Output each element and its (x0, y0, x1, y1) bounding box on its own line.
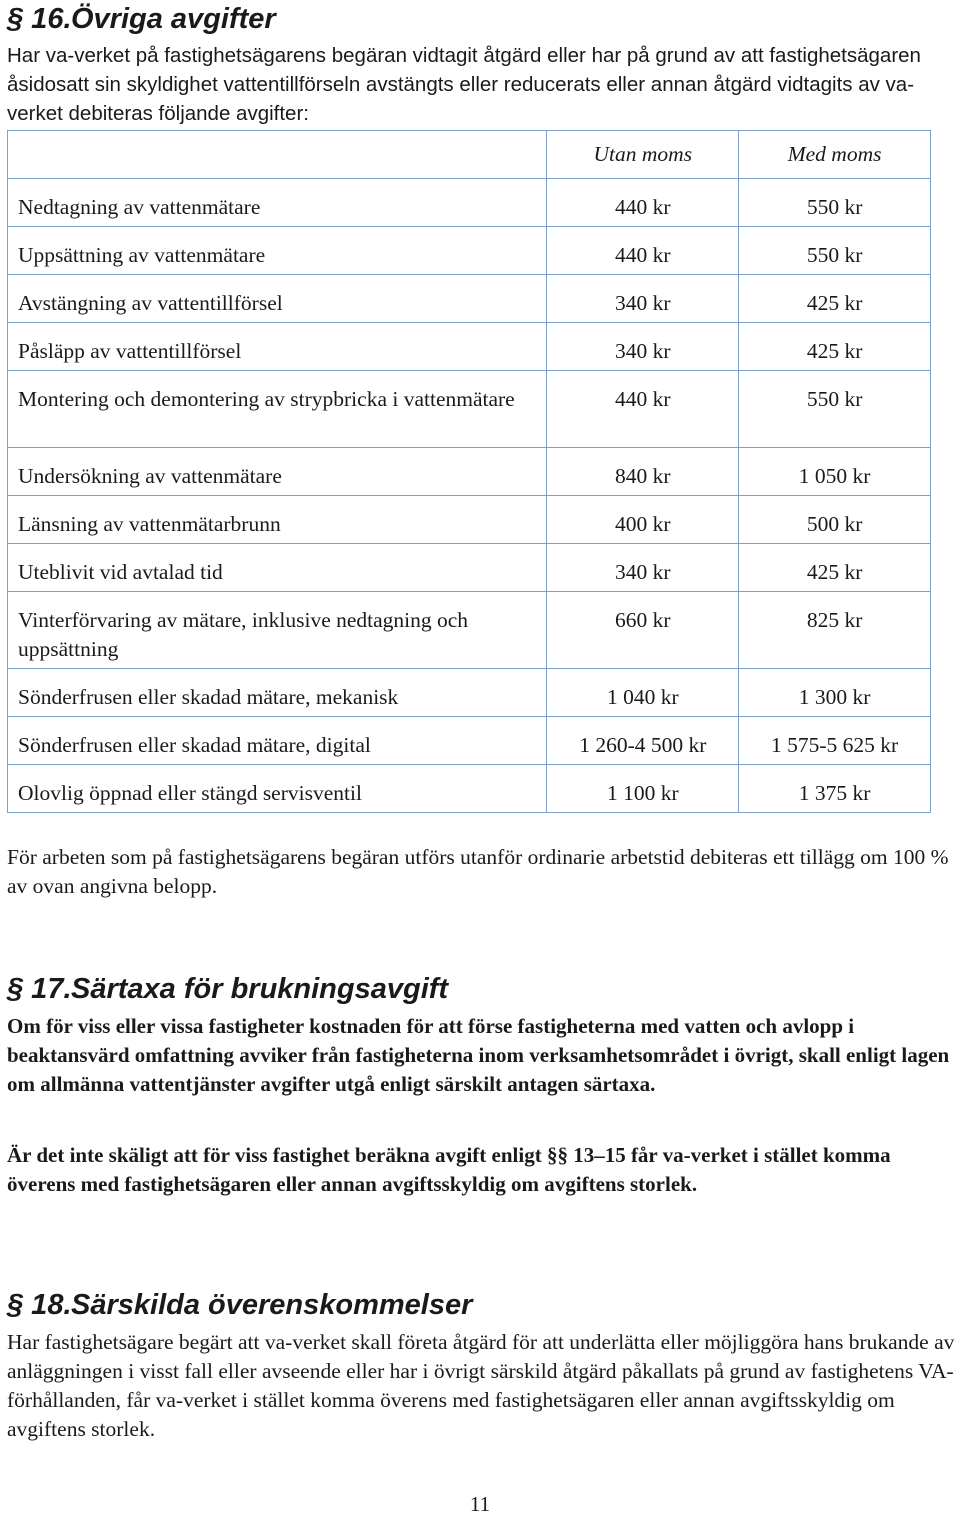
row-utan-moms: 340 kr (547, 275, 739, 323)
row-utan-moms: 340 kr (547, 544, 739, 592)
row-utan-moms: 1 260-4 500 kr (547, 717, 739, 765)
row-description: Uppsättning av vattenmätare (8, 227, 547, 275)
row-description: Länsning av vattenmätarbrunn (8, 496, 547, 544)
table-row (8, 448, 931, 496)
section-17-paragraph-1: Om för viss eller vissa fastigheter kostnaden för att förse fastigheterna med vatten och avlopp i beaktansvärd omfattning avviker från fastigheterna inom verksamhetsområdet i övrigt, skall enligt lagen om allmänna vattentjänster avgifter utgå enligt särskilt antagen särtaxa. (7, 1014, 950, 1096)
row-med-moms: 825 kr (739, 592, 931, 669)
row-description: Nedtagning av vattenmätare (8, 179, 547, 227)
table-row (8, 227, 931, 275)
header-utan-moms: Utan moms (547, 131, 739, 179)
table-row (8, 496, 931, 544)
row-med-moms: 425 kr (739, 544, 931, 592)
fees-table (7, 130, 931, 813)
row-utan-moms: 400 kr (547, 496, 739, 544)
fees-table-header-row (8, 131, 931, 179)
row-description: Sönderfrusen eller skadad mätare, mekanisk (8, 669, 547, 717)
row-description: Vinterförvaring av mätare, inklusive nedtagning och uppsättning (8, 592, 547, 669)
table-row (8, 371, 931, 448)
row-description: Olovlig öppnad eller stängd servisventil (8, 765, 547, 813)
row-utan-moms: 1 040 kr (547, 669, 739, 717)
section-17-heading (7, 972, 448, 1006)
section-16-intro: Har va-verket på fastighetsägarens begäran vidtagit åtgärd eller har på grund av att fastighetsägaren åsidosatt sin skyldighet vattentillförseln avstängts eller reducerats eller annan åtgärd vidtagits av va-verket debiteras följande avgifter: (7, 44, 921, 125)
row-med-moms: 1 375 kr (739, 765, 931, 813)
section-16-heading (7, 2, 276, 36)
header-med-moms: Med moms (739, 131, 931, 179)
table-row (8, 179, 931, 227)
table-row (8, 669, 931, 717)
section-17-number: § 17. (7, 973, 72, 1005)
section-18-paragraph: Har fastighetsägare begärt att va-verket skall företa åtgärd för att underlätta eller möjliggöra hans brukande av anläggningen i visst fall eller avseende eller har i övrigt särskild åtgärd påkallats på grund av fastighetens VA-förhållanden, får va-verket i stället komma överens med fastighetsägaren eller annan avgiftsskyldig om avgiftens storlek. (7, 1330, 955, 1441)
row-med-moms: 550 kr (739, 179, 931, 227)
section-17-paragraph-2: Är det inte skäligt att för viss fastighet beräkna avgift enligt §§ 13–15 får va-verket i stället komma överens med fastighetsägaren eller annan avgiftsskyldig om avgiftens storlek. (7, 1143, 891, 1196)
row-description: Påsläpp av vattentillförsel (8, 323, 547, 371)
row-description: Avstängning av vattentillförsel (8, 275, 547, 323)
row-med-moms: 550 kr (739, 371, 931, 448)
row-med-moms: 500 kr (739, 496, 931, 544)
table-row (8, 765, 931, 813)
row-utan-moms: 660 kr (547, 592, 739, 669)
row-utan-moms: 440 kr (547, 179, 739, 227)
row-med-moms: 1 575-5 625 kr (739, 717, 931, 765)
section-17-title: Särtaxa för brukningsavgift (71, 973, 449, 1005)
section-16-title: Övriga avgifter (71, 3, 276, 35)
page-number: 11 (469, 1492, 491, 1516)
table-row (8, 717, 931, 765)
row-utan-moms: 340 kr (547, 323, 739, 371)
row-med-moms: 1 300 kr (739, 669, 931, 717)
row-med-moms: 1 050 kr (739, 448, 931, 496)
row-utan-moms: 440 kr (547, 227, 739, 275)
row-description: Sönderfrusen eller skadad mätare, digital (8, 717, 547, 765)
table-row (8, 592, 931, 669)
row-med-moms: 550 kr (739, 227, 931, 275)
row-utan-moms: 840 kr (547, 448, 739, 496)
section-18-heading (7, 1288, 472, 1322)
row-description: Undersökning av vattenmätare (8, 448, 547, 496)
row-description: Uteblivit vid avtalad tid (8, 544, 547, 592)
header-blank (8, 131, 547, 179)
row-description: Montering och demontering av strypbricka i vattenmätare (8, 371, 547, 448)
row-utan-moms: 1 100 kr (547, 765, 739, 813)
section-18-number: § 18. (7, 1289, 72, 1321)
table-row (8, 544, 931, 592)
row-med-moms: 425 kr (739, 323, 931, 371)
table-row (8, 275, 931, 323)
section-16-number: § 16. (7, 3, 72, 35)
row-utan-moms: 440 kr (547, 371, 739, 448)
section-18-title: Särskilda överenskommelser (71, 1289, 473, 1321)
section-16-footnote: För arbeten som på fastighetsägarens begäran utförs utanför ordinarie arbetstid debiteras ett tillägg om 100 % av ovan angivna belopp. (7, 845, 949, 898)
table-row (8, 323, 931, 371)
row-med-moms: 425 kr (739, 275, 931, 323)
